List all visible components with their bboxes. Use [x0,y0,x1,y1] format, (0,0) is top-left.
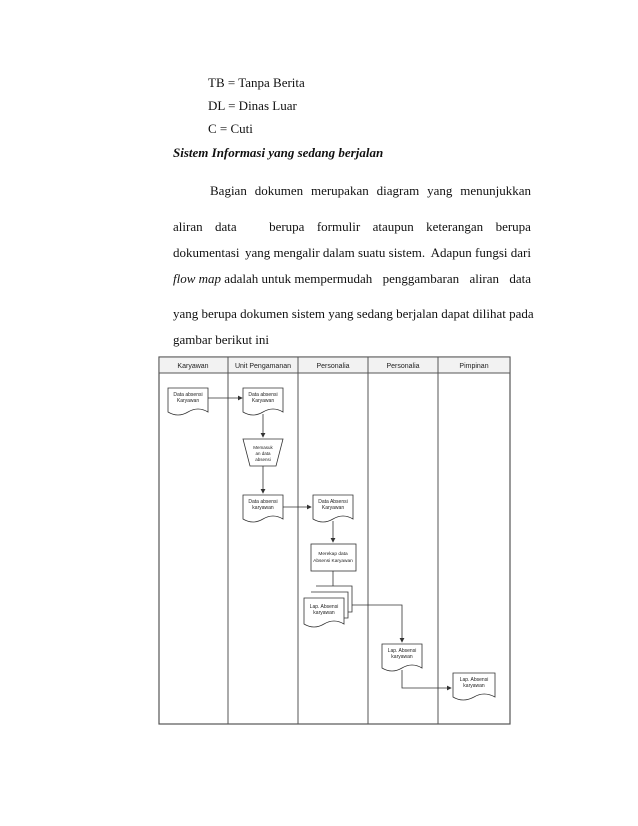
word: formulir [316,219,361,234]
word: Bagian [210,183,247,198]
manual-line3: absensi [255,457,271,462]
doc1-line2: Karyawan [176,398,200,404]
lane-personalia-2: Personalia [386,363,420,370]
italic-term: flow map [173,271,222,286]
word: yang mengalir dalam suatu sistem. [244,245,426,260]
paragraph-line-5: yang berupa dokumen sistem yang sedang berjalan dapat dilihat pada [173,306,534,321]
section-title: Sistem Informasi yang sedang berjalan [173,145,384,160]
word: menunjukkan [460,183,531,198]
manual-line2: an data [255,451,271,456]
word: berupa [269,219,305,234]
doc5-line1: Lap. Absensi [387,648,417,654]
process-line2: Absensi Karyawan [313,559,353,564]
word: adalah untuk mempermudah [224,271,373,286]
doc5-line2: karyawan [391,654,413,660]
flowmap-frame [159,357,510,724]
doc1-line1: Data absensi [173,392,203,398]
legend-tb: TB = Tanpa Berita [208,75,305,90]
word: dokumentasi [173,245,240,260]
word: keterangan [426,219,484,234]
multidoc-line1: Lap. Absensi [309,604,339,610]
word: yang [427,183,453,198]
word: aliran [469,271,500,286]
lane-unit-pengamanan: Unit Pengamanan [234,363,292,370]
lane-personalia-1: Personalia [316,363,350,370]
word: Adapun fungsi dari [430,245,531,260]
lane-pimpinan: Pimpinan [459,363,489,370]
paragraph-line-6: gambar berikut ini [173,332,270,347]
doc6-line1: Lap. Absensi [459,677,489,683]
word: data [509,271,531,286]
word: dokumen [254,183,304,198]
word: aliran [173,219,203,234]
word: penggambaran [382,271,460,286]
doc3-line1: Data absensi [248,499,278,505]
doc4-line2: Karyawan [321,505,345,511]
doc4-line1: Data Absensi [318,499,348,505]
word: merupakan [310,183,369,198]
word: diagram [376,183,420,198]
doc2-line2: Karyawan [251,398,275,404]
word: ataupun [372,219,414,234]
word: berupa [495,219,531,234]
manual-line1: Memasuk [253,445,273,450]
legend-dl: DL = Dinas Luar [208,98,297,113]
process-line1: Merekap data [318,552,348,557]
word: data [215,219,237,234]
multidoc-line2: karyawan [313,610,335,616]
lane-karyawan: Karyawan [177,363,209,370]
process-shape [311,544,356,571]
doc6-line2: karyawan [463,683,485,689]
doc3-line2: karyawan [252,505,274,511]
doc2-line1: Data absensi [248,392,278,398]
legend-c: C = Cuti [208,121,253,136]
